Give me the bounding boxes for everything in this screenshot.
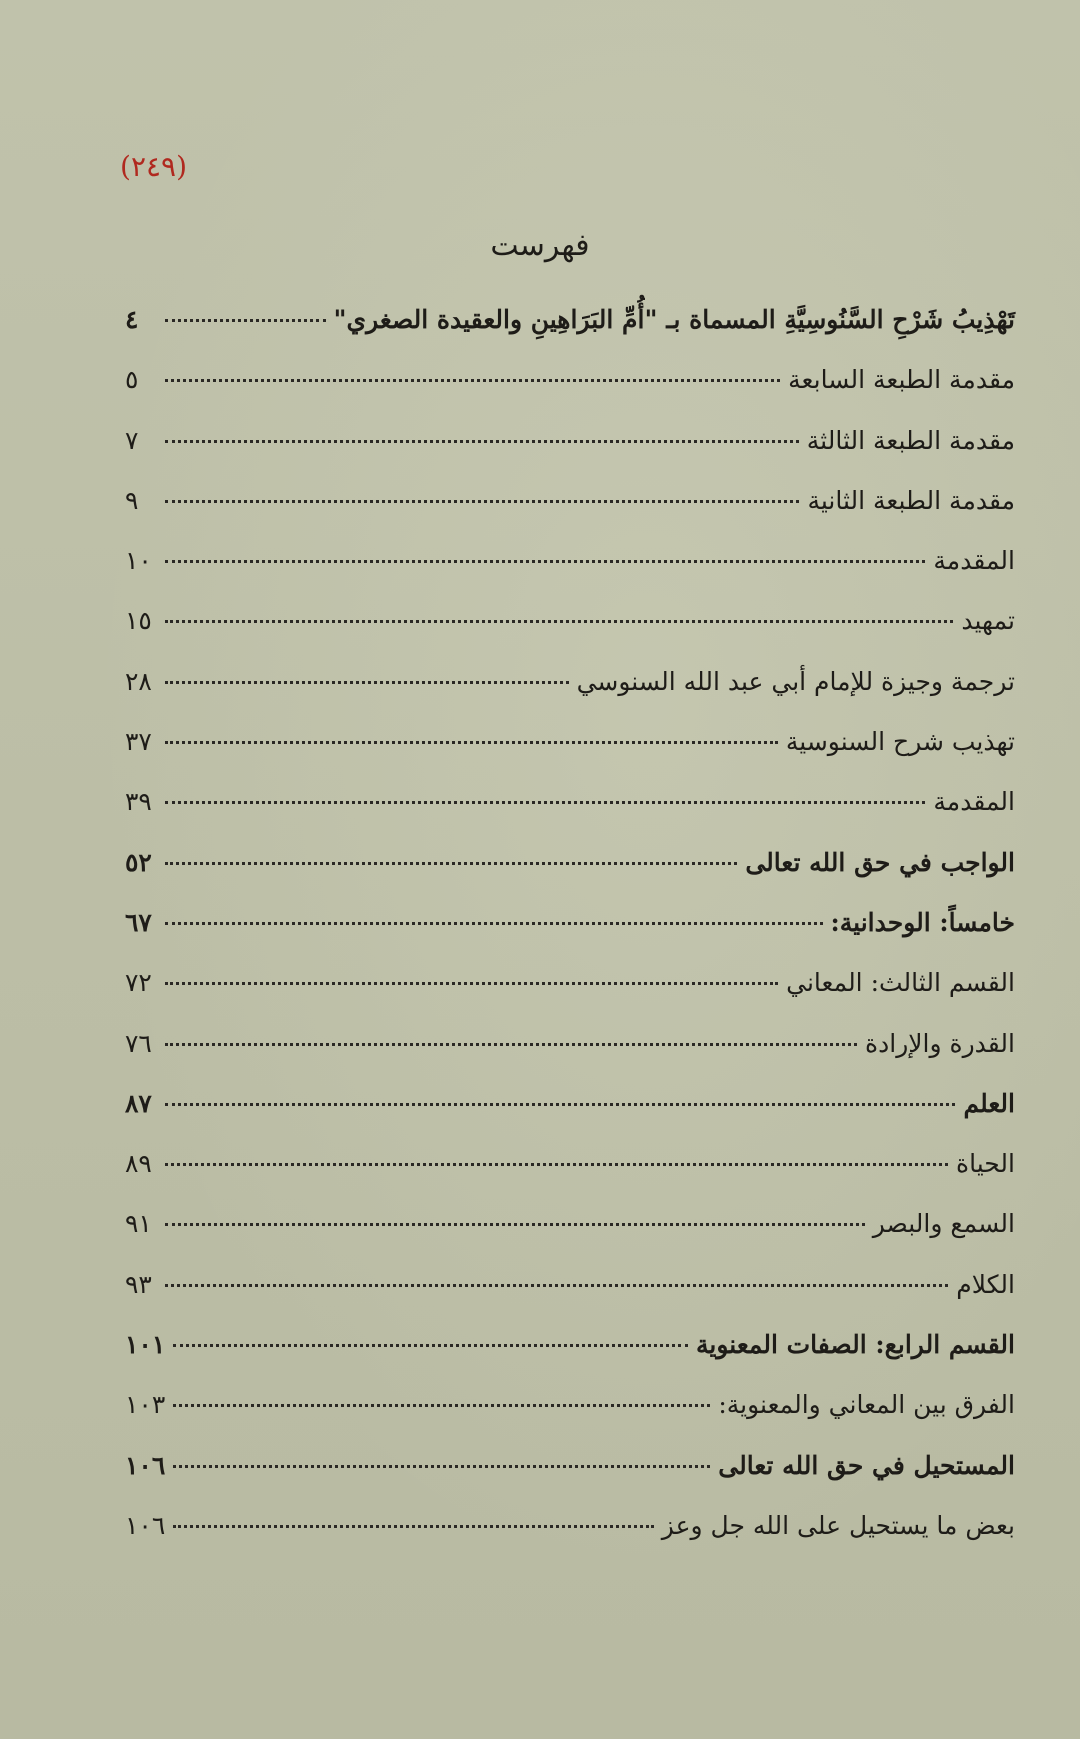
dot-leader: [165, 801, 925, 804]
toc-entry-page: ٣٩: [125, 787, 152, 817]
toc-entry: [125, 1325, 1015, 1385]
dot-leader: [165, 1284, 948, 1287]
toc-entry: [125, 963, 1015, 1023]
toc-entry-page: ٣٧: [125, 727, 152, 757]
table-of-contents: [125, 300, 1015, 1566]
toc-entry-page: ١٠٣: [125, 1390, 166, 1420]
toc-entry-title: السمع والبصر: [872, 1209, 1015, 1239]
toc-entry-page: ١٠: [125, 546, 152, 576]
toc-entry: [125, 601, 1015, 661]
toc-entry-title: الواجب في حق الله تعالى: [745, 847, 1015, 877]
toc-entry-title: خامساً: الوحدانية:: [830, 907, 1015, 937]
toc-entry-page: ٧: [125, 425, 139, 455]
toc-entry-title: العلم: [963, 1088, 1015, 1118]
dot-leader: [165, 982, 778, 985]
toc-entry-title: تمهيد: [961, 606, 1015, 636]
toc-entry: [125, 481, 1015, 541]
toc-entry-page: ٧٦: [125, 1028, 152, 1058]
toc-entry-page: ٩١: [125, 1209, 152, 1239]
dot-leader: [165, 681, 569, 684]
dot-leader: [173, 1344, 688, 1347]
toc-entry-title: مقدمة الطبعة السابعة: [788, 365, 1015, 395]
toc-entry-page: ٥: [125, 365, 139, 395]
toc-entry: [125, 903, 1015, 963]
toc-entry-title: القدرة والإرادة: [865, 1028, 1015, 1058]
toc-entry-title: القسم الثالث: المعاني: [786, 968, 1015, 998]
dot-leader: [173, 1465, 710, 1468]
toc-entry-page: ٩٣: [125, 1269, 152, 1299]
toc-entry-page: ١٠٦: [125, 1450, 166, 1480]
toc-entry: [125, 360, 1015, 420]
toc-entry-title: المقدمة: [933, 787, 1015, 817]
toc-entry: [125, 1385, 1015, 1445]
toc-entry-title: القسم الرابع: الصفات المعنوية: [696, 1330, 1015, 1360]
toc-entry-title: بعض ما يستحيل على الله جل وعز: [661, 1510, 1015, 1540]
toc-entry: [125, 662, 1015, 722]
toc-entry-page: ٤: [125, 305, 139, 334]
toc-entry-page: ٨٩: [125, 1149, 152, 1179]
dot-leader: [173, 1525, 654, 1528]
toc-entry: [125, 1204, 1015, 1264]
toc-entry-title: تهذيب شرح السنوسية: [785, 727, 1015, 757]
toc-entry-page: ٧٢: [125, 968, 152, 998]
toc-entry: [125, 843, 1015, 903]
toc-entry: [125, 1265, 1015, 1325]
toc-entry-page: ٩: [125, 485, 139, 515]
toc-entry-title: الكلام: [956, 1269, 1015, 1299]
toc-entry-page: ١٠٦: [125, 1510, 166, 1540]
dot-leader: [173, 1404, 710, 1407]
toc-entry: [125, 1446, 1015, 1506]
toc-entry-title: المقدمة: [933, 546, 1015, 576]
toc-entry-title: الحياة: [956, 1149, 1015, 1179]
dot-leader: [165, 319, 326, 322]
toc-entry: [125, 300, 1015, 360]
toc-entry-page: ١٠١: [125, 1330, 166, 1360]
toc-entry: [125, 541, 1015, 601]
dot-leader: [165, 500, 799, 503]
toc-entry-page: ٢٨: [125, 666, 152, 696]
dot-leader: [165, 862, 737, 865]
toc-entry: [125, 722, 1015, 782]
toc-entry-page: ١٥: [125, 606, 152, 636]
toc-entry: [125, 1084, 1015, 1144]
dot-leader: [165, 741, 778, 744]
toc-entry-title: مقدمة الطبعة الثانية: [807, 485, 1015, 515]
dot-leader: [165, 1103, 955, 1106]
toc-entry-page: ٨٧: [125, 1088, 152, 1118]
toc-entry: [125, 421, 1015, 481]
toc-entry: [125, 1024, 1015, 1084]
dot-leader: [165, 1163, 948, 1166]
dot-leader: [165, 1043, 857, 1046]
toc-entry: [125, 1144, 1015, 1204]
dot-leader: [165, 620, 953, 623]
toc-entry-title: المستحيل في حق الله تعالى: [718, 1450, 1015, 1480]
dot-leader: [165, 560, 925, 563]
toc-entry-page: ٦٧: [125, 907, 152, 937]
toc-title: فهرست: [490, 228, 590, 263]
toc-entry-title: تَهْذِيبُ شَرْحِ السَّنُوسِيَّةِ المسماة بـ "أُمِّ البَرَاهِينِ والعقيدة الصغري": [333, 305, 1015, 334]
toc-entry-title: مقدمة الطبعة الثالثة: [806, 425, 1015, 455]
dot-leader: [165, 1223, 865, 1226]
page-number: (٢٤٩): [120, 150, 187, 183]
toc-entry-title: ترجمة وجيزة للإمام أبي عبد الله السنوسي: [576, 666, 1015, 696]
toc-entry: [125, 1506, 1015, 1566]
dot-leader: [165, 922, 823, 925]
toc-entry: [125, 782, 1015, 842]
toc-entry-page: ٥٢: [125, 847, 152, 877]
dot-leader: [165, 379, 780, 382]
toc-entry-title: الفرق بين المعاني والمعنوية:: [718, 1390, 1015, 1420]
dot-leader: [165, 440, 799, 443]
